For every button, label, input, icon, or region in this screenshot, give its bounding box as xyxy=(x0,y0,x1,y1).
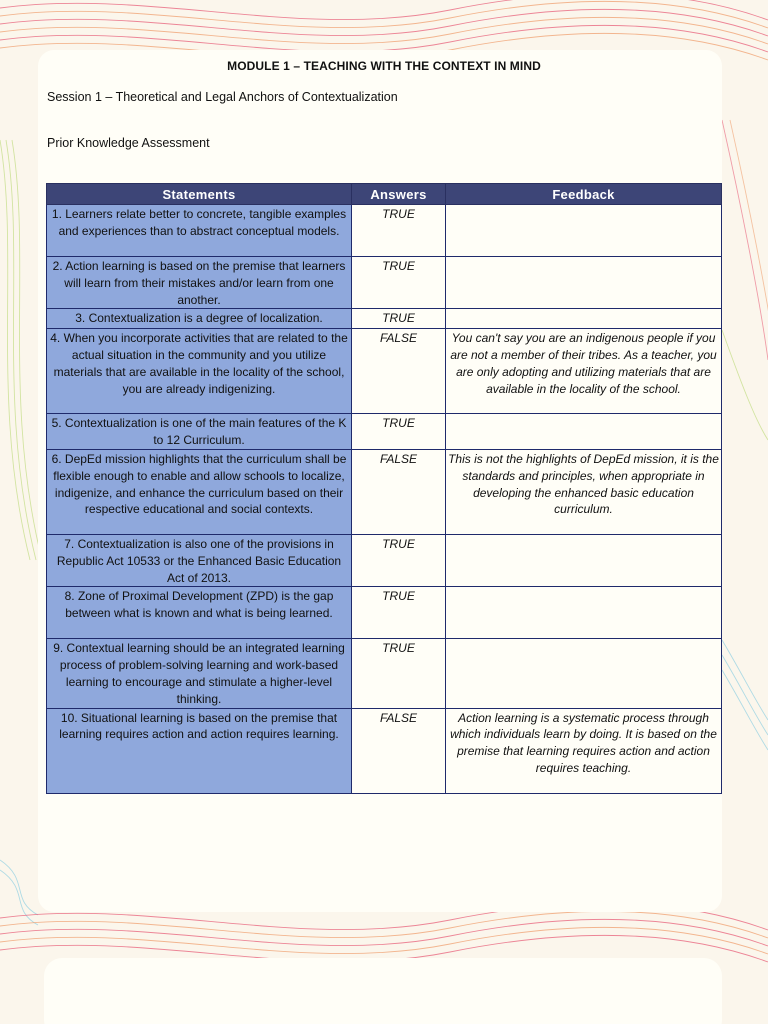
table-row xyxy=(47,414,722,450)
feedback-cell: Action learning is a systematic process through which individuals learn by doing. It is based on the premise that learning requires action and action requires teaching. xyxy=(446,708,722,793)
statement-cell: 4. When you incorporate activities that are related to the actual situation in the community and you utilize materials that are available in the locality of the school, you are already indigenizing. xyxy=(47,329,352,414)
table-row xyxy=(47,309,722,329)
table-row xyxy=(47,534,722,586)
left-waves xyxy=(0,140,42,925)
feedback-cell: This is not the highlights of DepEd mission, it is the standards and principles, when appropriate in developing the enhanced basic education curriculum. xyxy=(446,449,722,534)
answer-cell: TRUE xyxy=(352,587,446,639)
answer-cell: FALSE xyxy=(352,329,446,414)
answer-cell: TRUE xyxy=(352,639,446,708)
feedback-cell xyxy=(446,414,722,450)
feedback-cell xyxy=(446,257,722,309)
table-header-row xyxy=(47,184,722,205)
section-title: Prior Knowledge Assessment xyxy=(47,136,210,150)
answer-cell: TRUE xyxy=(352,534,446,586)
statement-cell: 9. Contextual learning should be an integrated learning process of problem-solving learning and work-based learning to encourage and stimulate a higher-level thinking. xyxy=(47,639,352,708)
table-row xyxy=(47,587,722,639)
module-title: MODULE 1 – TEACHING WITH THE CONTEXT IN MIND xyxy=(227,59,541,73)
answer-cell: FALSE xyxy=(352,449,446,534)
statement-cell: 3. Contextualization is a degree of localization. xyxy=(47,309,352,329)
feedback-cell xyxy=(446,205,722,257)
statement-cell: 10. Situational learning is based on the premise that learning requires action and action requires learning. xyxy=(47,708,352,793)
feedback-cell xyxy=(446,587,722,639)
statement-cell: 7. Contextualization is also one of the provisions in Republic Act 10533 or the Enhanced Basic Education Act of 2013. xyxy=(47,534,352,586)
table-row xyxy=(47,329,722,414)
page-card-next xyxy=(44,958,722,1024)
header-feedback: Feedback xyxy=(446,184,722,205)
answer-cell: FALSE xyxy=(352,708,446,793)
statement-cell: 6. DepEd mission highlights that the curriculum shall be flexible enough to enable and allow schools to localize, indigenize, and enhance the curriculum based on their respective educational and social contexts. xyxy=(47,449,352,534)
answer-cell: TRUE xyxy=(352,205,446,257)
table-row xyxy=(47,639,722,708)
statement-cell: 1. Learners relate better to concrete, tangible examples and experiences than to abstract conceptual models. xyxy=(47,205,352,257)
statement-cell: 2. Action learning is based on the premise that learners will learn from their mistakes and/or learn from one another. xyxy=(47,257,352,309)
bottom-waves xyxy=(0,903,768,962)
feedback-cell: You can't say you are an indigenous people if you are not a member of their tribes. As a teacher, you are only adopting and utilizing materials that are available in the locality of the school. xyxy=(446,329,722,414)
header-answers: Answers xyxy=(352,184,446,205)
right-waves xyxy=(722,120,768,750)
assessment-table xyxy=(46,183,722,794)
header-statements: Statements xyxy=(47,184,352,205)
feedback-cell xyxy=(446,639,722,708)
answer-cell: TRUE xyxy=(352,414,446,450)
table-row xyxy=(47,708,722,793)
session-title: Session 1 – Theoretical and Legal Anchors of Contextualization xyxy=(47,90,398,104)
feedback-cell xyxy=(446,534,722,586)
table-row xyxy=(47,449,722,534)
feedback-cell xyxy=(446,309,722,329)
statement-cell: 5. Contextualization is one of the main features of the K to 12 Curriculum. xyxy=(47,414,352,450)
answer-cell: TRUE xyxy=(352,257,446,309)
answer-cell: TRUE xyxy=(352,309,446,329)
table-row xyxy=(47,205,722,257)
table-row xyxy=(47,257,722,309)
statement-cell: 8. Zone of Proximal Development (ZPD) is the gap between what is known and what is being learned. xyxy=(47,587,352,639)
